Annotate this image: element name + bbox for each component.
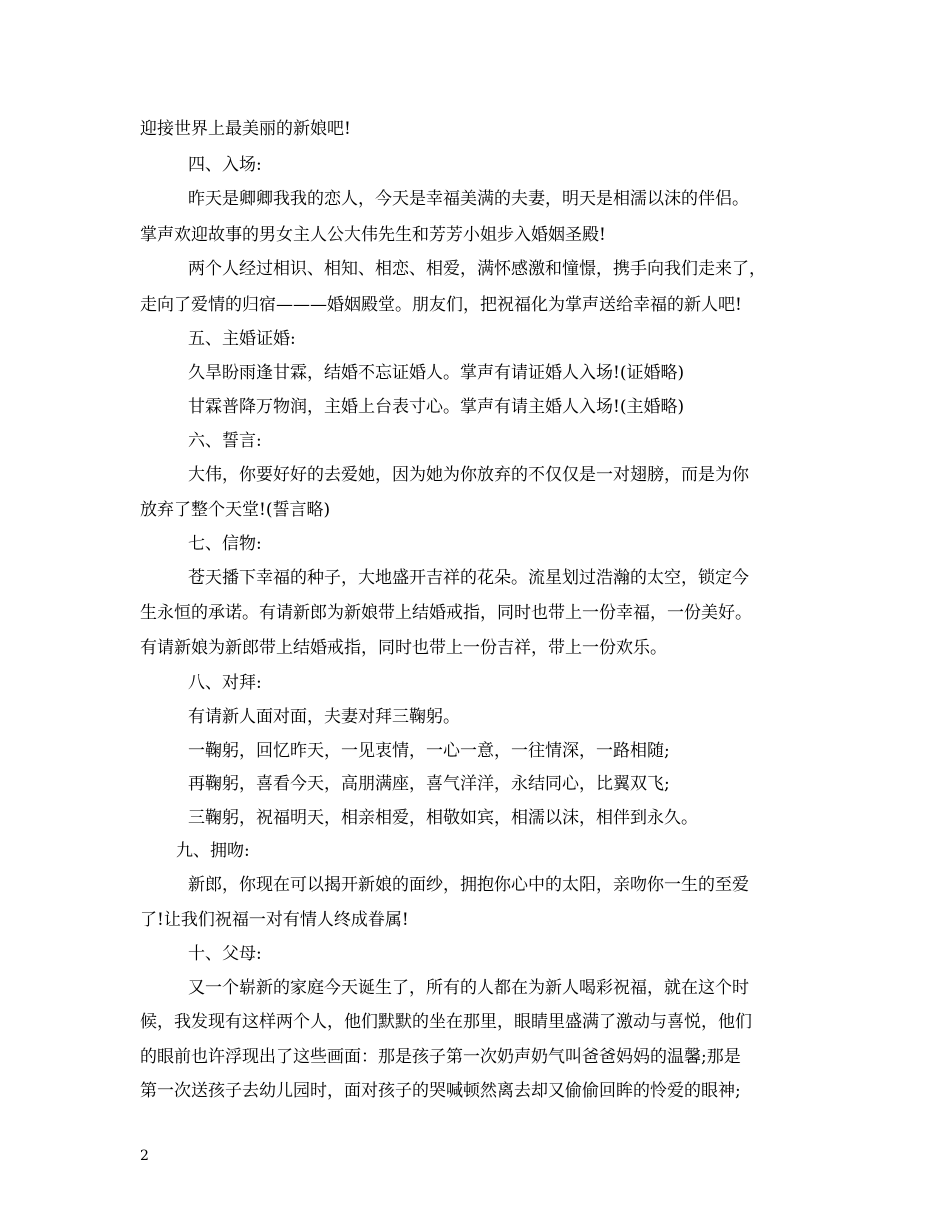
section-heading: 十、父母: <box>188 944 262 964</box>
text-line: 一鞠躬，回忆昨天，一见衷情，一心一意，一往情深，一路相随; <box>188 741 670 761</box>
text-line: 再鞠躬，喜看今天，高朋满座，喜气洋洋，永结同心，比翼双飞; <box>188 774 670 794</box>
section-heading: 六、誓言: <box>188 431 262 451</box>
text-line: 走向了爱情的归宿———婚姻殿堂。朋友们，把祝福化为掌声送给幸福的新人吧! <box>140 295 742 315</box>
section-heading: 四、入场: <box>188 155 262 175</box>
text-line: 生永恒的承诺。有请新郎为新娘带上结婚戒指，同时也带上一份幸福，一份美好。 <box>140 603 752 623</box>
text-line: 两个人经过相识、相知、相恋、相爱，满怀感激和憧憬，携手向我们走来了， <box>188 259 766 279</box>
text-line: 的眼前也许浮现出了这些画面：那是孩子第一次奶声奶气叫爸爸妈妈的温馨;那是 <box>140 1047 741 1067</box>
text-line: 有请新人面对面，夫妻对拜三鞠躬。 <box>188 707 460 727</box>
section-heading: 七、信物: <box>188 534 262 554</box>
page-number: 2 <box>140 1148 149 1164</box>
text-line: 迎接世界上最美丽的新娘吧! <box>140 119 351 139</box>
text-line: 昨天是卿卿我我的恋人，今天是幸福美满的夫妻，明天是相濡以沫的伴侣。 <box>188 189 749 209</box>
text-line: 了!让我们祝福一对有情人终成眷属! <box>140 910 409 930</box>
text-line: 第一次送孩子去幼儿园时，面对孩子的哭喊顿然离去却又偷偷回眸的怜爱的眼神; <box>140 1081 741 1101</box>
section-heading: 五、主婚证婚: <box>188 329 296 349</box>
text-line: 久旱盼雨逢甘霖，结婚不忘证婚人。掌声有请证婚人入场!(证婚略) <box>188 363 685 383</box>
text-line: 新郎，你现在可以揭开新娘的面纱，拥抱你心中的太阳，亲吻你一生的至爱 <box>188 875 749 895</box>
text-line: 苍天播下幸福的种子，大地盛开吉祥的花朵。流星划过浩瀚的太空，锁定今 <box>188 568 749 588</box>
text-line: 掌声欢迎故事的男女主人公大伟先生和芳芳小姐步入婚姻圣殿! <box>140 225 606 245</box>
text-line: 有请新娘为新郎带上结婚戒指，同时也带上一份吉祥，带上一份欢乐。 <box>140 638 667 658</box>
text-line: 又一个崭新的家庭今天诞生了，所有的人都在为新人喝彩祝福，就在这个时 <box>188 978 749 998</box>
section-heading: 八、对拜: <box>188 673 262 693</box>
text-line: 甘霖普降万物润，主婚上台表寸心。掌声有请主婚人入场!(主婚略) <box>188 397 685 417</box>
text-line: 放弃了整个天堂!(誓言略) <box>140 500 331 520</box>
text-line: 大伟，你要好好的去爱她，因为她为你放弃的不仅仅是一对翅膀，而是为你 <box>188 465 749 485</box>
section-heading: 九、拥吻: <box>176 841 250 861</box>
text-line: 三鞠躬，祝福明天，相亲相爱，相敬如宾，相濡以沫，相伴到永久。 <box>188 808 698 828</box>
text-line: 候，我发现有这样两个人，他们默默的坐在那里，眼睛里盛满了激动与喜悦，他们 <box>140 1012 752 1032</box>
